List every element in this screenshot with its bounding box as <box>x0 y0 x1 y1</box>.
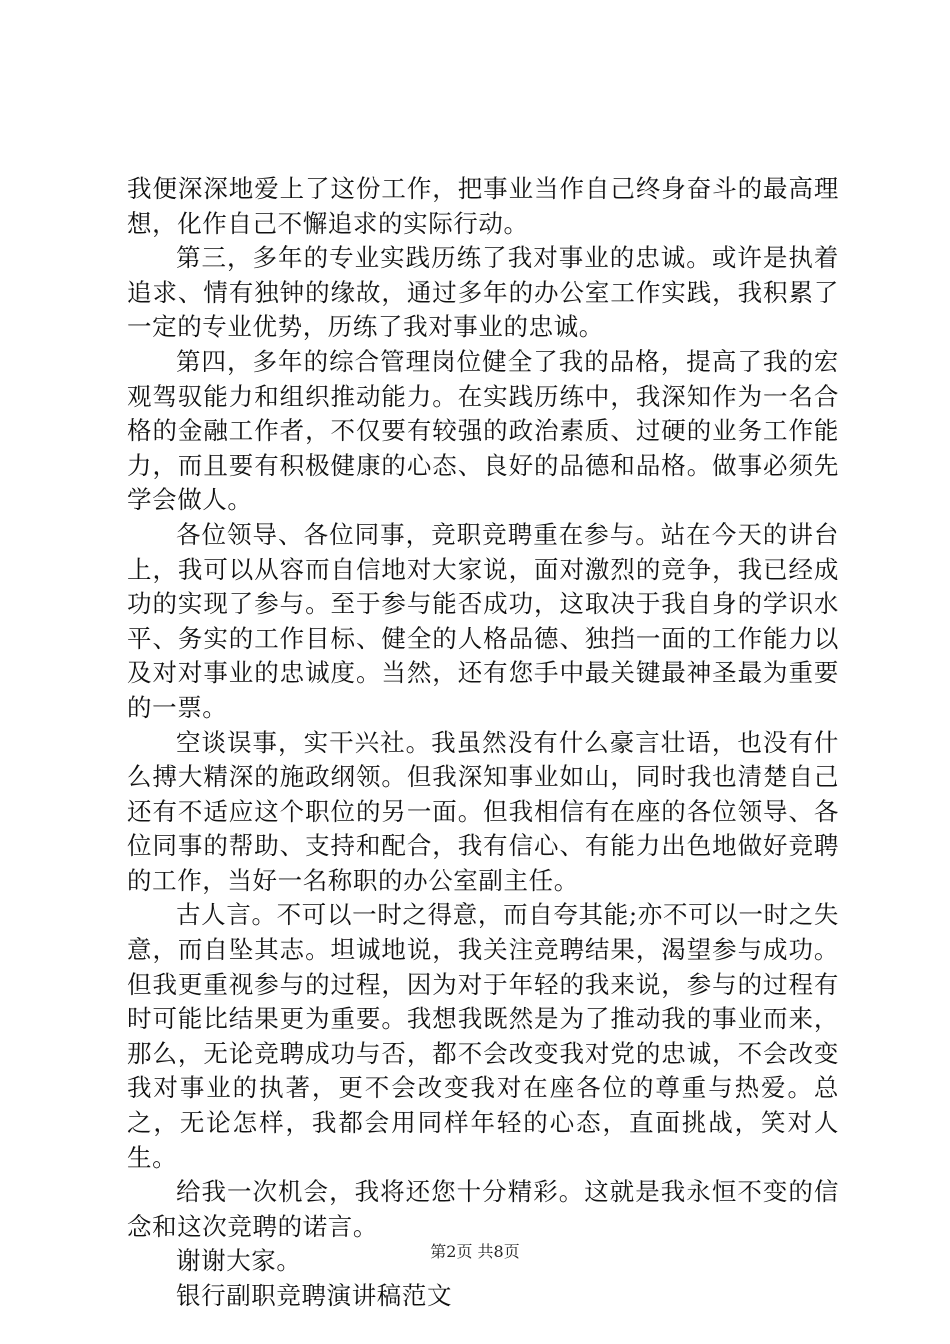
paragraph: 各位领导、各位同事，竞职竞聘重在参与。站在今天的讲台上，我可以从容而自信地对大家说，面对激烈的竞争，我已经成功的实现了参与。至于参与能否成功，这取决于我自身的学识水平、务实的工作目标、健全的人格品德、独挡一面的工作能力以及对对事业的忠诚度。当然，还有您手中最关键最神圣最为重要的一票。 <box>127 519 839 722</box>
paragraph: 我便深深地爱上了这份工作，把事业当作自己终身奋斗的最高理想，化作自己不懈追求的实际行动。 <box>127 174 839 238</box>
page-number-footer: 第2页 共8页 <box>430 1242 520 1261</box>
paragraph: 银行副职竞聘演讲稿范文 <box>176 1281 453 1310</box>
paragraph: 第三，多年的专业实践历练了我对事业的忠诚。或许是执着追求、情有独钟的缘故，通过多年的办公室工作实践，我积累了一定的专业优势，历练了我对事业的忠诚。 <box>127 243 839 342</box>
paragraph: 第四，多年的综合管理岗位健全了我的品格，提高了我的宏观驾驭能力和组织推动能力。在实践历练中，我深知作为一名合格的金融工作者，不仅要有较强的政治素质、过硬的业务工作能力，而且要有积极健康的心态、良好的品德和品格。做事必须先学会做人。 <box>127 346 839 515</box>
paragraph: 谢谢大家。 <box>176 1246 302 1276</box>
paragraph: 古人言。不可以一时之得意，而自夸其能;亦不可以一时之失意，而自坠其志。坦诚地说，我关注竞聘结果，渴望参与成功。但我更重视参与的过程，因为对于年轻的我来说，参与的过程有时可能比结果更为重要。我想我既然是为了推动我的事业而来，那么，无论竞聘成功与否，都不会改变我对党的忠诚，不会改变我对事业的执著，更不会改变我对在座各位的尊重与热爱。总之，无论怎样，我都会用同样年轻的心态，直面挑战，笑对人生。 <box>127 900 839 1172</box>
paragraph: 给我一次机会，我将还您十分精彩。这就是我永恒不变的信念和这次竞聘的诺言。 <box>127 1177 839 1241</box>
paragraph: 空谈误事，实干兴社。我虽然没有什么豪言壮语，也没有什么搏大精深的施政纲领。但我深知事业如山，同时我也清楚自己还有不适应这个职位的另一面。但我相信有在座的各位领导、各位同事的帮助、支持和配合，我有信心、有能力出色地做好竞聘的工作，当好一名称职的办公室副主任。 <box>127 727 839 895</box>
document-body <box>127 172 839 1314</box>
